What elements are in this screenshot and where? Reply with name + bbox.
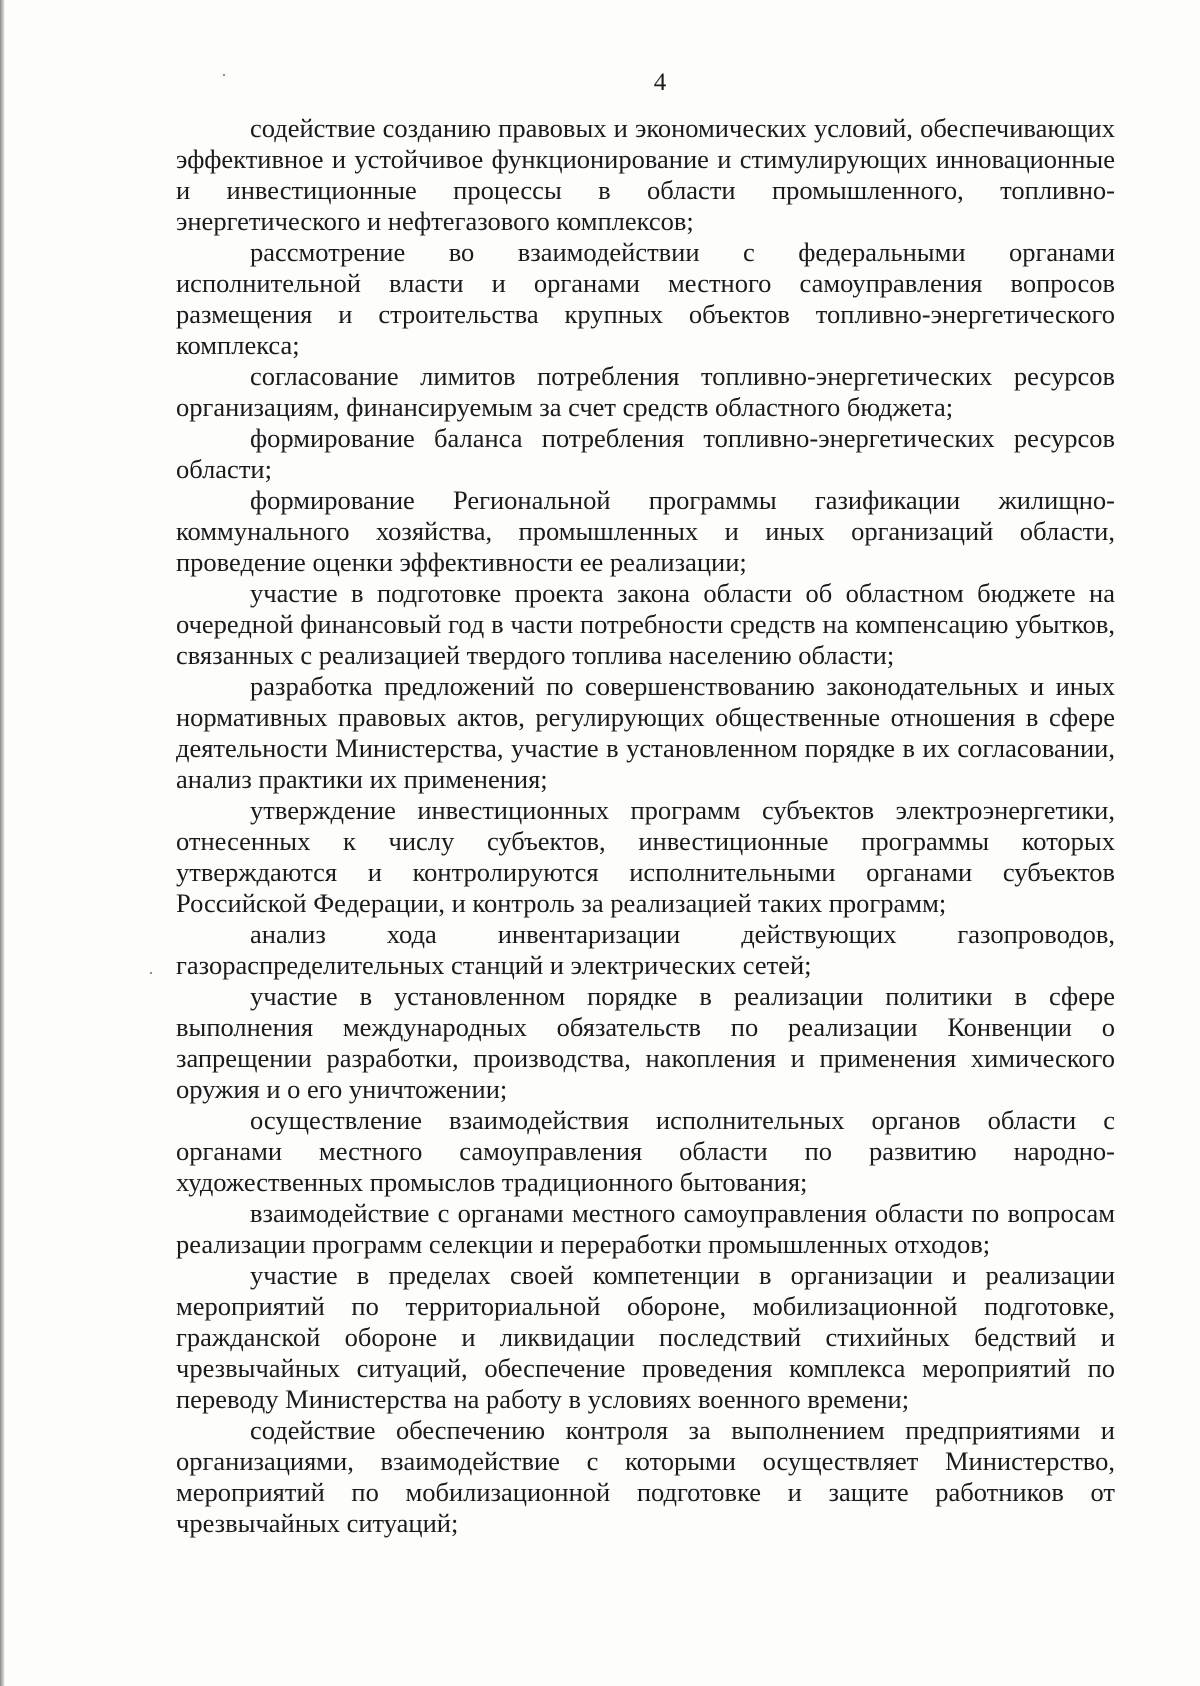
list-item-paragraph: анализ хода инвентаризации действующих газопроводов, газораспределительных станций и электрических сетей; <box>176 919 1115 980</box>
list-item-paragraph: участие в подготовке проекта закона области об областном бюджете на очередной финансовый год в части потребности средств на компенсацию убытков, связанных с реализацией твердого топлива населению области; <box>176 578 1115 670</box>
list-item-paragraph: формирование баланса потребления топливно-энергетических ресурсов области; <box>176 423 1115 484</box>
list-item-paragraph: рассмотрение во взаимодействии с федеральными органами исполнительной власти и органами местного самоуправления вопросов размещения и строительства крупных объектов топливно-энергетического комплекса; <box>176 237 1115 360</box>
page-number: 4 <box>653 69 667 96</box>
list-item-paragraph: участие в установленном порядке в реализации политики в сфере выполнения международных обязательств по реализации Конвенции о запрещении разработки, производства, накопления и применения химического оружия и о его уничтожении; <box>176 981 1115 1104</box>
document-body <box>176 113 1115 1539</box>
list-item-paragraph: разработка предложений по совершенствованию законодательных и иных нормативных правовых актов, регулирующих общественные отношения в сфере деятельности Министерства, участие в установленном порядке в их согласовании, анализ практики их применения; <box>176 671 1115 794</box>
scan-speck <box>150 972 152 974</box>
list-item-paragraph: взаимодействие с органами местного самоуправления области по вопросам реализации программ селекции и переработки промышленных отходов; <box>176 1198 1115 1259</box>
list-item-paragraph: формирование Региональной программы газификации жилищно-коммунального хозяйства, промышленных и иных организаций области, проведение оценки эффективности ее реализации; <box>176 485 1115 577</box>
scan-edge-shadow <box>0 0 5 1686</box>
list-item-paragraph: согласование лимитов потребления топливно-энергетических ресурсов организациям, финансируемым за счет средств областного бюджета; <box>176 361 1115 422</box>
list-item-paragraph: осуществление взаимодействия исполнительных органов области с органами местного самоуправления области по развитию народно-художественных промыслов традиционного бытования; <box>176 1105 1115 1197</box>
list-item-paragraph: утверждение инвестиционных программ субъектов электроэнергетики, отнесенных к числу субъектов, инвестиционные программы которых утверждаются и контролируются исполнительными органами субъектов Российской Федерации, и контроль за реализацией таких программ; <box>176 795 1115 918</box>
list-item-paragraph: содействие обеспечению контроля за выполнением предприятиями и организациями, взаимодействие с которыми осуществляет Министерство, мероприятий по мобилизационной подготовке и защите работников от чрезвычайных ситуаций; <box>176 1415 1115 1538</box>
list-item-paragraph: содействие созданию правовых и экономических условий, обеспечивающих эффективное и устойчивое функционирование и стимулирующих инновационные и инвестиционные процессы в области промышленного, топливно-энергетического и нефтегазового комплексов; <box>176 113 1115 236</box>
list-item-paragraph: участие в пределах своей компетенции в организации и реализации мероприятий по территориальной обороне, мобилизационной подготовке, гражданской обороне и ликвидации последствий стихийных бедствий и чрезвычайных ситуаций, обеспечение проведения комплекса мероприятий по переводу Министерства на работу в условиях военного времени; <box>176 1260 1115 1414</box>
